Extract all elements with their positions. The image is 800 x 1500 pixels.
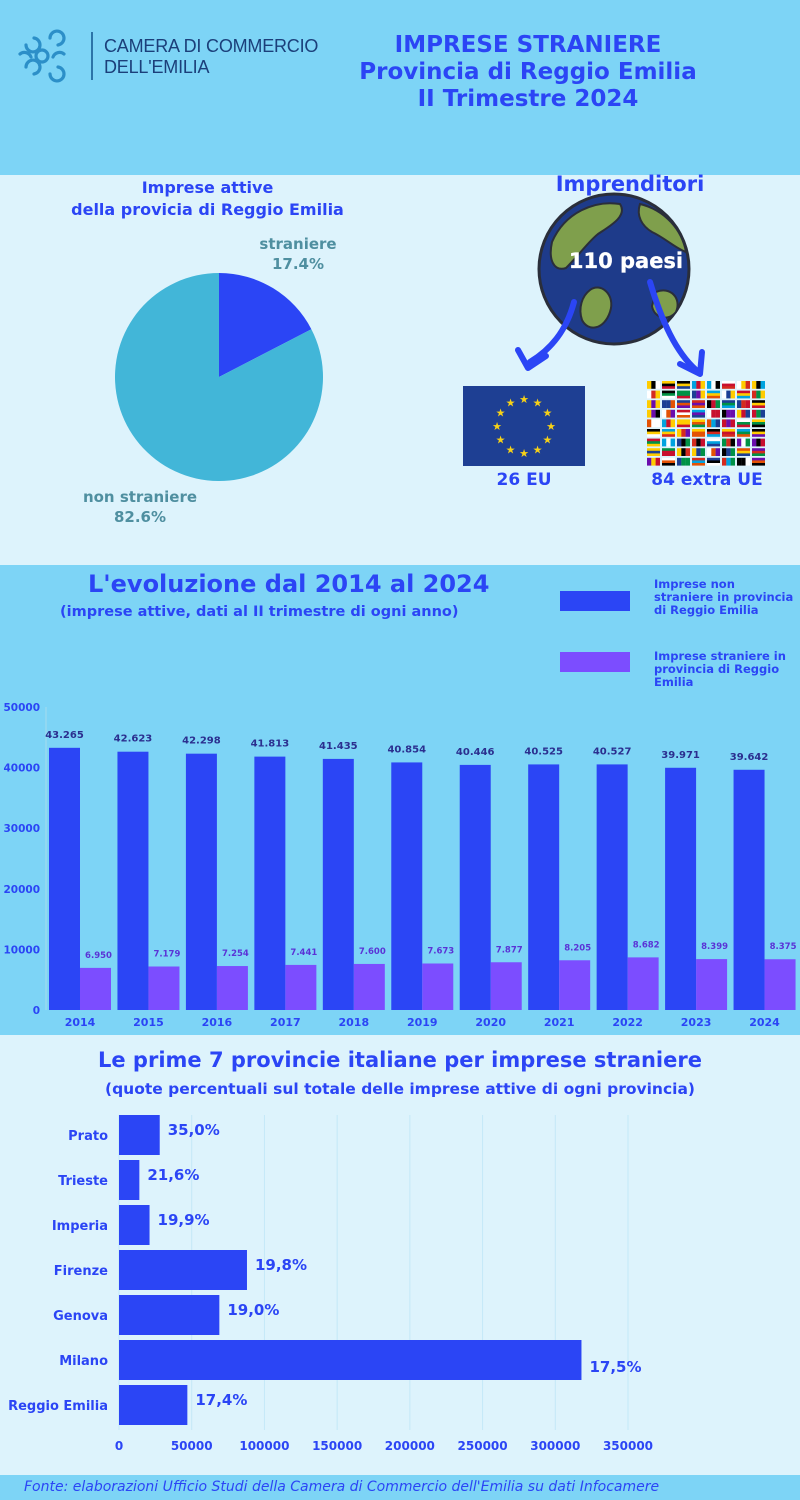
flag-icon	[722, 419, 735, 427]
x-tick-label: 2018	[338, 1016, 370, 1029]
bar-value-label: 19,0%	[227, 1301, 280, 1319]
flag-icon	[752, 391, 765, 399]
eu-star-icon: ★	[542, 433, 553, 447]
bar-value-label: 41.813	[250, 738, 290, 750]
legend-label-straniere: Imprese straniere in provincia di Reggio Emilia	[654, 649, 786, 689]
y-tick-label: Reggio Emilia	[8, 1399, 108, 1414]
flag-icon	[752, 381, 765, 389]
bar-value-label: 7.600	[358, 946, 386, 957]
bar-province	[119, 1250, 247, 1290]
bar-value-label: 8.375	[769, 942, 797, 953]
bar-value-label: 8.682	[632, 940, 660, 951]
flag-icon	[647, 381, 660, 389]
flag-icon	[662, 381, 675, 389]
flag-icon	[647, 448, 660, 456]
legend-swatch-straniere	[560, 652, 630, 672]
flag-icon	[647, 458, 660, 466]
legend-label-non-straniere: Imprese non straniere in provincia di Reggio Emilia	[654, 577, 794, 617]
bar-value-label: 7.673	[427, 946, 455, 957]
y-tick-label: Trieste	[58, 1174, 108, 1189]
world-flags-icon	[646, 380, 768, 466]
y-tick-label: Milano	[59, 1354, 108, 1369]
flag-icon	[647, 400, 660, 408]
imprenditori-title: Imprenditori	[555, 172, 705, 196]
bar-non-straniere	[254, 757, 285, 1010]
globe-icon	[470, 182, 790, 382]
flag-icon	[752, 429, 765, 437]
bar-non-straniere	[117, 752, 148, 1010]
x-tick-label: 350000	[602, 1439, 654, 1453]
flag-icon	[647, 419, 660, 427]
flag-icon	[752, 439, 765, 447]
flag-icon	[707, 410, 720, 418]
flag-icon	[662, 400, 675, 408]
bar-value-label: 42.298	[182, 735, 221, 747]
eu-flag-icon	[463, 386, 585, 466]
bar-value-label: 39.971	[661, 749, 700, 761]
bar-straniere	[491, 962, 522, 1010]
flag-icon	[707, 439, 720, 447]
bar-value-label: 35,0%	[167, 1121, 220, 1139]
x-tick-label: 2020	[475, 1016, 507, 1029]
provinces-subtitle: (quote percentuali sul totale delle imprese attive di ogni provincia)	[105, 1080, 695, 1098]
flag-icon	[722, 391, 735, 399]
page-title-line3: II Trimestre 2024	[417, 86, 639, 112]
flag-icon	[692, 410, 705, 418]
x-tick-label: 2024	[749, 1016, 780, 1029]
eu-star-icon: ★	[505, 443, 516, 457]
bar-province	[119, 1115, 160, 1155]
flag-icon	[737, 410, 750, 418]
flag-icon	[737, 429, 750, 437]
bar-province	[119, 1205, 150, 1245]
flag-icon	[677, 448, 690, 456]
bar-province	[119, 1340, 581, 1380]
y-tick-label: 50000	[3, 702, 40, 714]
bar-straniere	[765, 959, 796, 1010]
bar-straniere	[628, 957, 659, 1010]
x-tick-label: 2016	[201, 1016, 233, 1029]
org-name	[104, 36, 364, 78]
y-tick-label: 20000	[3, 883, 40, 896]
flag-icon	[677, 400, 690, 408]
bar-value-label: 21,6%	[147, 1166, 200, 1184]
y-tick-label: Prato	[68, 1129, 108, 1144]
y-tick-label: 10000	[3, 944, 40, 957]
x-tick-label: 2021	[543, 1016, 575, 1029]
flag-icon	[707, 419, 720, 427]
flag-icon	[647, 410, 660, 418]
pie-chart-title	[40, 177, 375, 221]
eu-star-icon: ★	[505, 396, 516, 410]
bar-value-label: 43.265	[45, 729, 84, 741]
y-tick-label: 40000	[3, 762, 40, 775]
flag-icon	[707, 400, 720, 408]
bar-value-label: 40.854	[387, 744, 427, 756]
bar-value-label: 7.441	[290, 947, 318, 958]
bar-value-label: 19,9%	[157, 1211, 210, 1229]
bar-value-label: 8.205	[564, 943, 592, 954]
flag-icon	[737, 419, 750, 427]
eu-star-icon: ★	[532, 443, 543, 457]
evolution-bar-chart	[0, 695, 800, 1035]
eu-star-icon: ★	[546, 420, 556, 433]
paesi-label: 110 paesi	[568, 249, 684, 273]
flag-icon	[752, 458, 765, 466]
eu-star-icon: ★	[492, 420, 502, 433]
page-title-line2: Provincia di Reggio Emilia	[359, 59, 697, 85]
x-tick-label: 2015	[133, 1016, 164, 1029]
eu-count-label: 26 EU	[496, 470, 552, 490]
flag-icon	[677, 439, 690, 447]
bar-value-label: 40.446	[455, 746, 495, 758]
flag-icon	[662, 429, 675, 437]
flag-icon	[692, 429, 705, 437]
x-tick-label: 2019	[406, 1016, 438, 1029]
x-tick-label: 2017	[270, 1016, 301, 1029]
eu-stars-icon	[463, 386, 585, 466]
bar-value-label: 7.877	[495, 945, 523, 956]
provinces-title: Le prime 7 provincie italiane per imprese straniere	[98, 1048, 702, 1072]
flag-icon	[677, 458, 690, 466]
flag-icon	[752, 400, 765, 408]
eu-star-icon: ★	[495, 406, 506, 420]
bar-value-label: 41.435	[319, 740, 358, 752]
flag-icon	[692, 448, 705, 456]
pie-label-straniere-pct: 17.4%	[271, 255, 325, 273]
flag-icon	[707, 429, 720, 437]
y-tick-label: 30000	[3, 823, 40, 836]
bar-value-label: 8.399	[701, 942, 729, 953]
flag-icon	[722, 458, 735, 466]
flag-icon	[737, 381, 750, 389]
eu-star-icon: ★	[532, 396, 543, 410]
flag-icon	[707, 448, 720, 456]
flag-icon	[722, 400, 735, 408]
bar-value-label: 39.642	[729, 751, 769, 763]
pie-title-line1: Imprese attive	[141, 178, 274, 197]
bar-straniere	[80, 968, 111, 1010]
flag-icon	[692, 419, 705, 427]
flag-icon	[752, 419, 765, 427]
flag-icon	[692, 439, 705, 447]
page-title	[330, 32, 726, 113]
bar-value-label: 6.950	[85, 950, 112, 961]
bar-province	[119, 1295, 219, 1335]
bar-non-straniere	[665, 768, 696, 1010]
y-tick-label: Imperia	[51, 1219, 108, 1234]
extra-ue-count-label: 84 extra UE	[651, 470, 763, 490]
pie-title-line2: della provicia di Reggio Emilia	[71, 200, 344, 219]
flag-icon	[662, 439, 675, 447]
camera-commercio-logo-icon	[12, 26, 72, 86]
flag-icon	[752, 410, 765, 418]
bar-value-label: 40.525	[524, 746, 563, 758]
bar-non-straniere	[391, 762, 422, 1010]
bar-value-label: 40.527	[592, 746, 632, 758]
flag-icon	[692, 458, 705, 466]
x-tick-label: 200000	[384, 1439, 435, 1453]
pie-label-non-straniere-name: non straniere	[82, 488, 198, 506]
bar-value-label: 7.254	[221, 949, 249, 960]
flag-icon	[737, 400, 750, 408]
bar-straniere	[148, 966, 179, 1010]
flag-icon	[692, 381, 705, 389]
bar-non-straniere	[323, 759, 354, 1010]
bar-value-label: 17,4%	[195, 1391, 248, 1409]
x-tick-label: 0	[114, 1439, 124, 1453]
flag-icon	[737, 391, 750, 399]
flag-icon	[662, 391, 675, 399]
flag-icon	[707, 458, 720, 466]
bar-straniere	[559, 960, 590, 1010]
bar-straniere	[354, 964, 385, 1010]
flag-icon	[677, 391, 690, 399]
y-tick-label: Firenze	[53, 1264, 108, 1279]
bar-non-straniere	[528, 764, 559, 1010]
x-tick-label: 2022	[612, 1016, 643, 1029]
flag-icon	[647, 391, 660, 399]
flag-icon	[692, 391, 705, 399]
eu-star-icon: ★	[542, 406, 553, 420]
flag-icon	[707, 381, 720, 389]
bar-non-straniere	[597, 764, 628, 1010]
footer-source: Fonte: elaborazioni Ufficio Studi della Camera di Commercio dell'Emilia su dati Infocamere	[0, 1475, 800, 1500]
y-tick-label: Genova	[53, 1309, 108, 1324]
bar-straniere	[422, 964, 453, 1010]
x-tick-label: 2023	[680, 1016, 712, 1029]
flag-icon	[677, 410, 690, 418]
evolution-subtitle: (imprese attive, dati al II trimestre di ogni anno)	[60, 604, 459, 620]
bar-value-label: 17,5%	[589, 1358, 642, 1376]
flag-icon	[677, 429, 690, 437]
page-title-line1: IMPRESE STRANIERE	[394, 32, 662, 58]
flag-icon	[662, 448, 675, 456]
org-name-line1: CAMERA DI COMMERCIO	[104, 36, 319, 56]
flag-icon	[707, 391, 720, 399]
flag-icon	[737, 439, 750, 447]
flag-icon	[722, 429, 735, 437]
flag-icon	[722, 439, 735, 447]
eu-star-icon: ★	[495, 433, 506, 447]
flag-icon	[662, 410, 675, 418]
flag-icon	[647, 439, 660, 447]
x-tick-label: 100000	[239, 1439, 290, 1453]
eu-star-icon: ★	[519, 393, 529, 406]
bar-province	[119, 1385, 187, 1425]
eu-star-icon: ★	[519, 447, 529, 460]
flag-icon	[737, 448, 750, 456]
flag-icon	[647, 429, 660, 437]
x-tick-label: 50000	[170, 1439, 213, 1453]
x-tick-label: 250000	[457, 1439, 508, 1453]
bar-straniere	[285, 965, 316, 1010]
flag-icon	[752, 448, 765, 456]
flag-icon	[662, 458, 675, 466]
provinces-bar-chart	[0, 1105, 800, 1455]
x-tick-label: 2014	[64, 1016, 96, 1029]
org-name-line2: DELL'EMILIA	[104, 57, 210, 77]
pie-label-straniere-name: straniere	[259, 235, 337, 253]
bar-non-straniere	[734, 770, 765, 1010]
y-tick-label: 0	[32, 1005, 40, 1017]
flag-icon	[677, 419, 690, 427]
evolution-title: L'evoluzione dal 2014 al 2024	[88, 570, 490, 598]
bar-non-straniere	[49, 748, 80, 1010]
legend-swatch-non-straniere	[560, 591, 630, 611]
pie-label-non-straniere	[70, 487, 210, 527]
flag-icon	[662, 419, 675, 427]
x-tick-label: 300000	[530, 1439, 581, 1453]
bar-straniere	[217, 966, 248, 1010]
bar-non-straniere	[186, 754, 217, 1010]
bar-non-straniere	[460, 765, 491, 1010]
flag-icon	[722, 381, 735, 389]
pie-chart	[110, 268, 330, 488]
flag-icon	[737, 458, 750, 466]
bar-province	[119, 1160, 139, 1200]
flag-icon	[722, 410, 735, 418]
x-tick-label: 150000	[312, 1439, 363, 1453]
bar-straniere	[696, 959, 727, 1010]
flag-icon	[722, 448, 735, 456]
bar-value-label: 42.623	[113, 733, 153, 745]
flag-icon	[677, 381, 690, 389]
logo-divider	[91, 32, 93, 80]
flag-icon	[692, 400, 705, 408]
pie-label-non-straniere-pct: 82.6%	[113, 508, 167, 526]
bar-value-label: 7.179	[153, 949, 181, 960]
bar-value-label: 19,8%	[254, 1256, 308, 1274]
